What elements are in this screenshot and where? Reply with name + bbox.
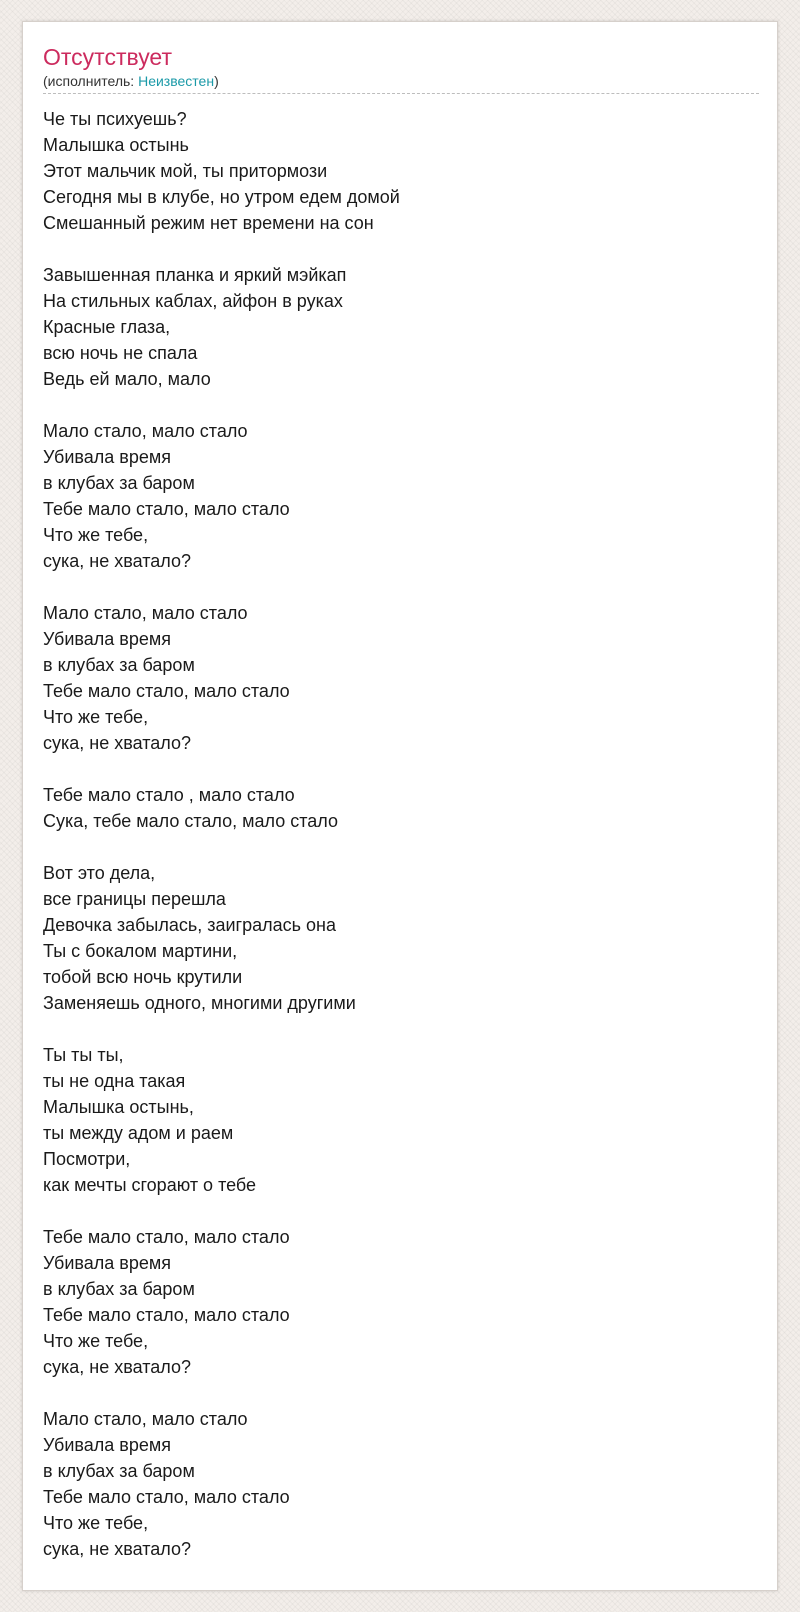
lyric-line: сука, не хватало? <box>43 1539 191 1559</box>
lyric-line: Ты с бокалом мартини, <box>43 941 238 961</box>
lyrics-stanza <box>43 1224 757 1380</box>
lyric-line: тобой всю ночь крутили <box>43 967 243 987</box>
lyrics-stanza <box>43 1406 757 1562</box>
lyric-line: Малышка остынь <box>43 135 189 155</box>
lyric-line: Вот это дела, <box>43 863 156 883</box>
lyrics-stanza <box>43 1042 757 1198</box>
lyrics-card <box>22 21 778 1591</box>
lyrics-stanza <box>43 106 757 236</box>
header-divider <box>43 93 759 94</box>
lyric-line: Что же тебе, <box>43 525 149 545</box>
artist-prefix: (исполнитель: <box>43 73 139 89</box>
lyric-line: Мало стало, мало стало <box>43 421 248 441</box>
lyric-line: Тебе мало стало, мало стало <box>43 681 290 701</box>
lyric-line: Че ты психуешь? <box>43 109 187 129</box>
lyric-line: Красные глаза, <box>43 317 171 337</box>
lyric-line: сука, не хватало? <box>43 733 191 753</box>
lyric-line: как мечты сгорают о тебе <box>43 1175 257 1195</box>
lyric-line: Сегодня мы в клубе, но утром едем домой <box>43 187 400 207</box>
lyric-line: в клубах за баром <box>43 655 195 675</box>
lyric-line: Сука, тебе мало стало, мало стало <box>43 811 338 831</box>
lyric-line: Что же тебе, <box>43 1513 149 1533</box>
lyric-line: все границы перешла <box>43 889 226 909</box>
lyrics-stanza <box>43 782 757 834</box>
lyric-line: сука, не хватало? <box>43 1357 191 1377</box>
artist-link[interactable]: Неизвестен <box>138 73 215 89</box>
artist-suffix: ) <box>214 73 219 89</box>
lyric-line: Что же тебе, <box>43 707 149 727</box>
lyric-line: Убивала время <box>43 1435 171 1455</box>
lyric-line: Тебе мало стало, мало стало <box>43 1305 290 1325</box>
lyric-line: ты между адом и раем <box>43 1123 234 1143</box>
lyric-line: Ты ты ты, <box>43 1045 124 1065</box>
artist-line <box>43 73 757 90</box>
lyric-line: Завышенная планка и яркий мэйкап <box>43 265 347 285</box>
lyric-line: сука, не хватало? <box>43 551 191 571</box>
lyrics-stanza <box>43 860 757 1016</box>
lyric-line: в клубах за баром <box>43 1461 195 1481</box>
lyrics-stanza <box>43 418 757 574</box>
lyric-line: в клубах за баром <box>43 473 195 493</box>
lyric-line: в клубах за баром <box>43 1279 195 1299</box>
lyric-line: Ведь ей мало, мало <box>43 369 211 389</box>
lyric-line: Малышка остынь, <box>43 1097 194 1117</box>
lyrics-stanza <box>43 262 757 392</box>
lyric-line: Мало стало, мало стало <box>43 603 248 623</box>
song-title: Отсутствует <box>43 44 172 70</box>
lyric-line: Тебе мало стало, мало стало <box>43 1487 290 1507</box>
lyric-line: Тебе мало стало , мало стало <box>43 785 295 805</box>
lyric-line: Убивала время <box>43 1253 171 1273</box>
lyric-line: всю ночь не спала <box>43 343 198 363</box>
lyric-line: Заменяешь одного, многими другими <box>43 993 356 1013</box>
lyric-line: На стильных каблах, айфон в руках <box>43 291 343 311</box>
lyric-line: Девочка забылась, заигралась она <box>43 915 337 935</box>
lyric-line: Тебе мало стало, мало стало <box>43 499 290 519</box>
lyrics-text <box>43 106 757 1562</box>
lyric-line: Этот мальчик мой, ты притормози <box>43 161 328 181</box>
lyric-line: Посмотри, <box>43 1149 131 1169</box>
lyric-line: Тебе мало стало, мало стало <box>43 1227 290 1247</box>
lyric-line: Что же тебе, <box>43 1331 149 1351</box>
lyric-line: ты не одна такая <box>43 1071 186 1091</box>
lyric-line: Смешанный режим нет времени на сон <box>43 213 374 233</box>
lyric-line: Убивала время <box>43 447 171 467</box>
lyrics-stanza <box>43 600 757 756</box>
lyric-line: Убивала время <box>43 629 171 649</box>
lyric-line: Мало стало, мало стало <box>43 1409 248 1429</box>
